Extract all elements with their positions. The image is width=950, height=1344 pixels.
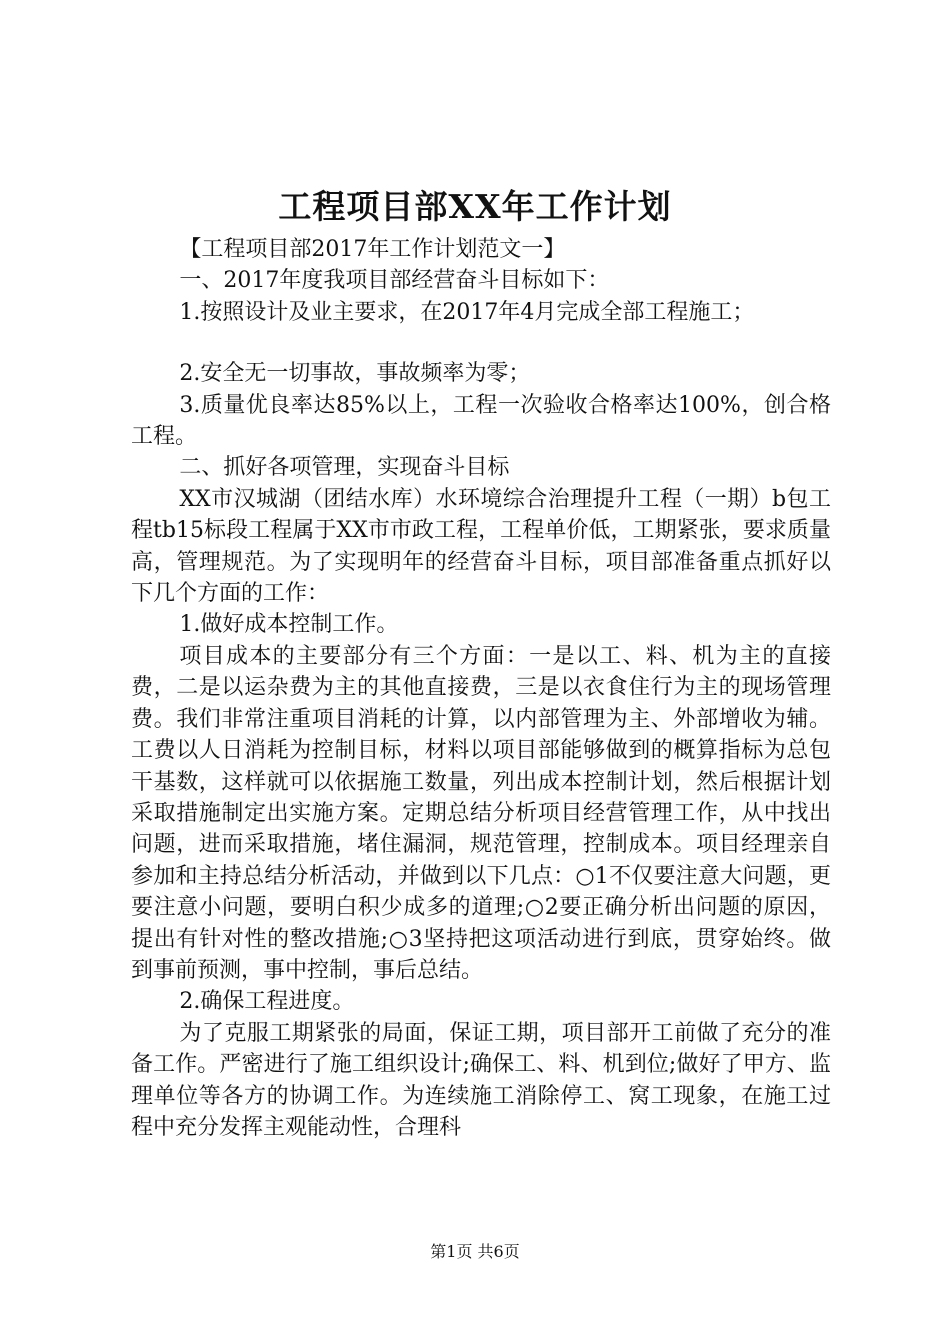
subheading-schedule: 2.确保工程进度。 xyxy=(179,989,355,1015)
section-heading-management: 二、抓好各项管理，实现奋斗目标 xyxy=(179,455,510,481)
goal-item-1: 1.按照设计及业主要求，在2017年4月完成全部工程施工； xyxy=(179,299,755,325)
page-footer: 第1页 共6页 xyxy=(430,1242,520,1261)
section-heading-goals: 一、2017年度我项目部经营奋斗目标如下： xyxy=(179,268,610,294)
schedule-paragraph: 为了克服工期紧张的局面，保证工期，项目部开工前做了充分的准备工作。严密进行了施工组织设计;确保工、料、机到位;做好了甲方、监理单位等各方的协调工作。为连续施工消除停工、窝工现象，在施工过程中充分发挥主观能动性，合理科 xyxy=(131,1020,831,1140)
document-body xyxy=(131,234,831,1143)
cost-control-paragraph: 项目成本的主要部分有三个方面：一是以工、料、机为主的直接费，二是以运杂费为主的其他直接费，三是以衣食住行为主的现场管理费。我们非常注重项目消耗的计算，以内部管理为主、外部增收为辅。工费以人日消耗为控制目标，材料以项目部能够做到的概算指标为总包干基数，这样就可以依据施工数量，列出成本控制计划，然后根据计划采取措施制定出实施方案。定期总结分析项目经营管理工作，从中找出问题，进而采取措施，堵住漏洞，规范管理，控制成本。项目经理亲自参加和主持总结分析活动，并做到以下几点：○1不仅要注意大问题，更要注意小问题，要明白积少成多的道理;○2要正确分析出问题的原因，提出有针对性的整改措施;○3坚持把这项活动进行到底，贯穿始终。做到事前预测，事中控制，事后总结。 xyxy=(131,643,831,983)
project-overview-paragraph: XX市汉城湖（团结水库）水环境综合治理提升工程（一期）b包工程tb15标段工程属于XX市市政工程，工程单价低，工期紧张，要求质量高，管理规范。为了实现明年的经营奋斗目标，项目部准备重点抓好以下几个方面的工作： xyxy=(131,486,831,607)
document-title: 工程项目部XX年工作计划 xyxy=(278,187,672,226)
goal-item-3: 3.质量优良率达85%以上，工程一次验收合格率达100%，创合格工程。 xyxy=(131,392,831,450)
section-heading-sample: 【工程项目部2017年工作计划范文一】 xyxy=(179,237,566,262)
subheading-cost-control: 1.做好成本控制工作。 xyxy=(179,612,399,638)
goal-item-2: 2.安全无一切事故，事故频率为零； xyxy=(179,361,531,387)
